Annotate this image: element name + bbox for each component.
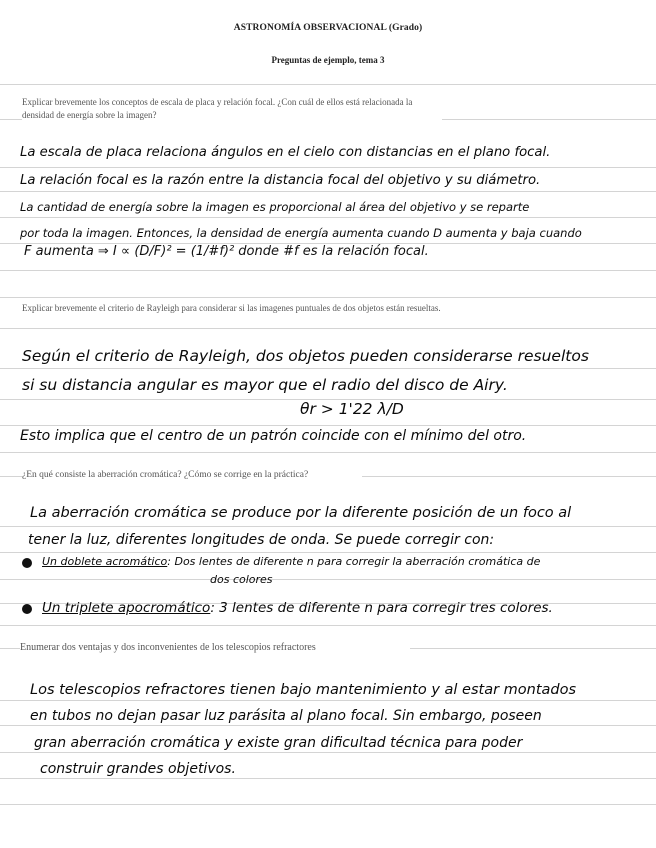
answer-4-line-1: Los telescopios refractores tienen bajo mantenimiento y al estar montados xyxy=(30,682,577,698)
bullet-item-1-text: : Dos lentes de diferente n para corregir la aberración cromática de xyxy=(167,555,541,568)
bullet-item-2-text: : 3 lentes de diferente n para corregir tres colores. xyxy=(210,600,553,616)
bullet-item-1 xyxy=(42,555,540,568)
answer-1-line-1: La escala de placa relaciona ángulos en el cielo con distancias en el plano focal. xyxy=(20,145,551,160)
question-1: Explicar brevemente los conceptos de escala de placa y relación focal. ¿Con cuál de ellos está relacionada la densidad de energía sobre la imagen? xyxy=(22,96,442,121)
answer-2-line-2: si su distancia angular es mayor que el radio del disco de Airy. xyxy=(22,376,508,394)
answer-4-line-3: gran aberración cromática y existe gran dificultad técnica para poder xyxy=(34,735,523,751)
bullet-item-1-cont: dos colores xyxy=(210,573,273,586)
document-title: ASTRONOMÍA OBSERVACIONAL (Grado) xyxy=(233,23,423,33)
question-3: ¿En qué consiste la aberración cromática? ¿Cómo se corrige en la práctica? xyxy=(22,469,362,482)
bullet-item-2-label: Un triplete apocromático xyxy=(42,600,211,616)
answer-1-line-4: por toda la imagen. Entonces, la densidad de energía aumenta cuando D aumenta y baja cuando xyxy=(20,226,582,240)
answer-2-line-1: Según el criterio de Rayleigh, dos objetos pueden considerarse resueltos xyxy=(22,347,589,365)
answer-3-line-1: La aberración cromática se produce por la diferente posición de un foco al xyxy=(30,505,572,521)
answer-2-formula: θr > 1'22 λ/D xyxy=(300,400,404,418)
answer-4-line-2: en tubos no dejan pasar luz parásita al plano focal. Sin embargo, poseen xyxy=(30,708,542,724)
bullet-dot-2 xyxy=(22,604,32,614)
answer-3-line-2: tener la luz, diferentes longitudes de onda. Se puede corregir con: xyxy=(28,532,495,548)
answer-1-line-2: La relación focal es la razón entre la distancia focal del objetivo y su diámetro. xyxy=(20,173,541,188)
document-subtitle: Preguntas de ejemplo, tema 3 xyxy=(271,55,385,65)
answer-1-line-3: La cantidad de energía sobre la imagen es proporcional al área del objetivo y se reparte xyxy=(20,200,530,214)
answer-4-line-4: construir grandes objetivos. xyxy=(40,761,236,777)
answer-2-line-3: Esto implica que el centro de un patrón coincide con el mínimo del otro. xyxy=(20,428,527,444)
bullet-item-2 xyxy=(42,600,553,616)
question-2: Explicar brevemente el criterio de Rayleigh para considerar si las imagenes puntuales de dos objetos están resueltas. xyxy=(22,302,452,315)
bullet-item-1-label: Un doblete acromático xyxy=(42,555,168,568)
answer-1-formula: F aumenta ⇒ I ∝ (D/F)² = (1/#f)² donde #f es la relación focal. xyxy=(24,244,429,259)
bullet-dot-1 xyxy=(22,558,32,568)
question-4: Enumerar dos ventajas y dos inconvenientes de los telescopios refractores xyxy=(20,642,410,655)
